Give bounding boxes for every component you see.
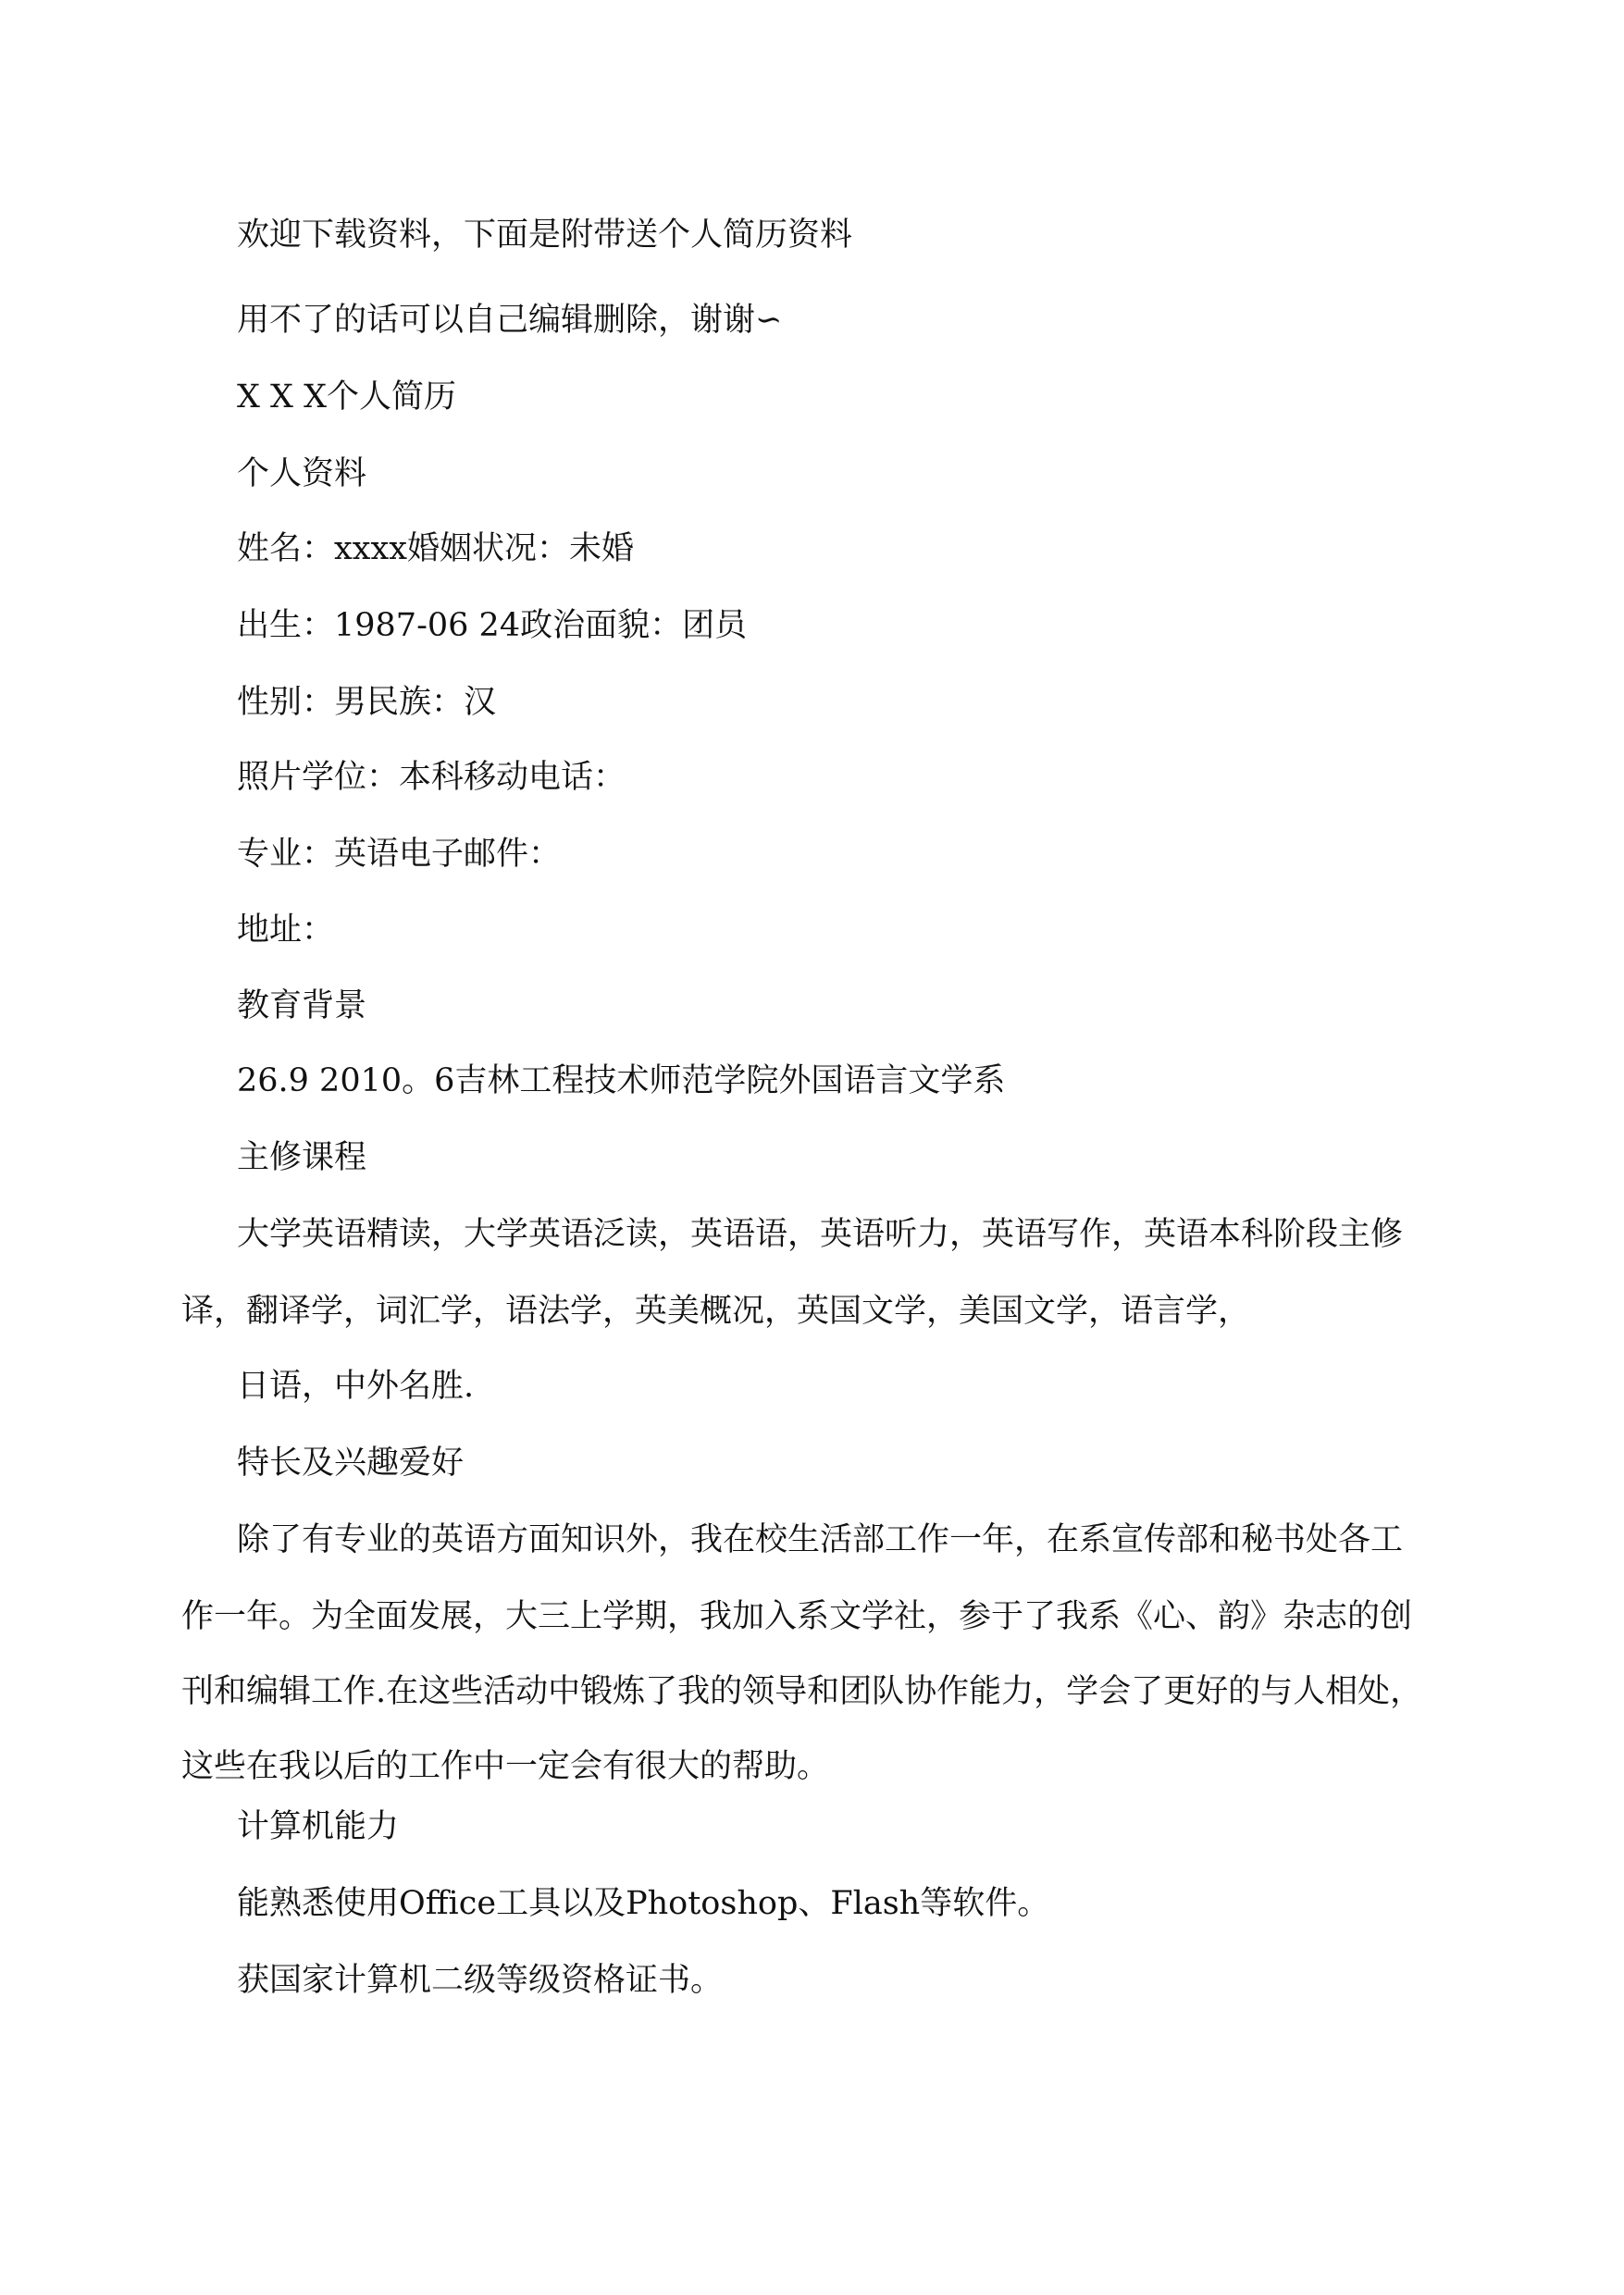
computer-line-1: 能熟悉使用Office工具以及Photoshop、Flash等软件。 bbox=[237, 1885, 1050, 1922]
skills-line-1: 除了有专业的英语方面知识外，我在校生活部工作一年，在系宣传部和秘书处各工 bbox=[237, 1521, 1404, 1558]
skills-line-2: 作一年。为全面发展，大三上学期，我加入系文学社，参于了我系《心、韵》杂志的创 bbox=[181, 1598, 1413, 1635]
courses-line-3: 日语，中外名胜. bbox=[237, 1368, 475, 1405]
courses-heading: 主修课程 bbox=[237, 1139, 367, 1176]
name-line: 姓名：xxxx婚姻状况：未婚 bbox=[237, 530, 634, 567]
photo-degree-line: 照片学位：本科移动电话： bbox=[237, 759, 626, 796]
intro-line-1: 欢迎下载资料，下面是附带送个人简历资料 bbox=[237, 217, 853, 254]
courses-line-1: 大学英语精读，大学英语泛读，英语语，英语听力，英语写作，英语本科阶段主修 bbox=[237, 1216, 1404, 1253]
intro-line-2: 用不了的话可以自己编辑删除，谢谢∽ bbox=[237, 302, 783, 339]
major-line: 专业：英语电子邮件： bbox=[237, 836, 562, 873]
skills-line-4: 这些在我以后的工作中一定会有很大的帮助。 bbox=[181, 1748, 830, 1785]
courses-line-2: 译，翻译学，词汇学，语法学，英美概况，英国文学，美国文学，语言学， bbox=[181, 1293, 1251, 1330]
address-line: 地址： bbox=[237, 912, 335, 949]
computer-heading: 计算机能力 bbox=[237, 1808, 400, 1845]
skills-line-3: 刊和编辑工作.在这些活动中锻炼了我的领导和团队协作能力，学会了更好的与人相处， bbox=[181, 1673, 1423, 1710]
education-line: 26.9 2010。6吉林工程技术师范学院外国语言文学系 bbox=[237, 1062, 1006, 1099]
resume-title: X X X个人简历 bbox=[237, 378, 457, 416]
computer-line-2: 获国家计算机二级等级资格证书。 bbox=[237, 1962, 724, 1999]
birth-line: 出生：1987-06 24政治面貌：团员 bbox=[237, 607, 748, 644]
gender-line: 性别：男民族：汉 bbox=[237, 684, 497, 721]
skills-heading: 特长及兴趣爱好 bbox=[237, 1445, 465, 1482]
personal-heading: 个人资料 bbox=[237, 455, 367, 492]
education-heading: 教育背景 bbox=[237, 987, 367, 1024]
